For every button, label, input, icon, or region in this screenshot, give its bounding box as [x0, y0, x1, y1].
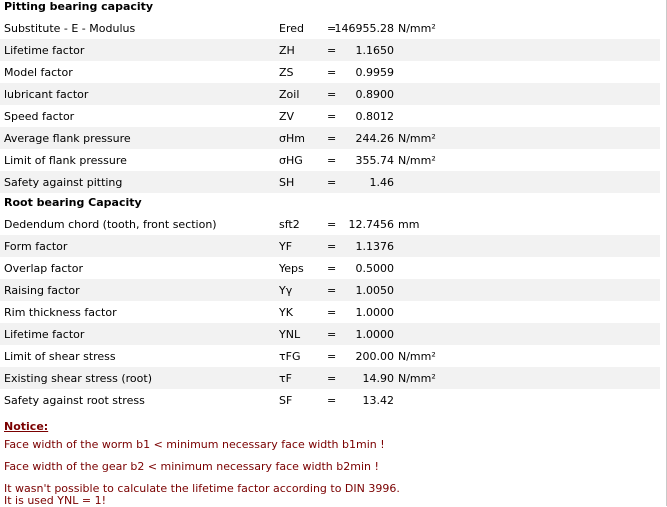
- table-row: [0, 83, 660, 105]
- row-unit: N/mm²: [398, 132, 436, 145]
- row-equals: =: [327, 306, 337, 319]
- row-label: Average flank pressure: [4, 132, 131, 145]
- notice-message: Face width of the gear b2 < minimum necessary face width b2min !: [4, 460, 379, 473]
- row-symbol: ZS: [279, 66, 294, 79]
- row-value: 14.90: [362, 372, 394, 385]
- row-equals: =: [327, 110, 337, 123]
- table-row: [0, 171, 660, 193]
- row-equals: =: [327, 218, 337, 231]
- row-value: 244.26: [355, 132, 394, 145]
- table-row: [0, 367, 660, 389]
- row-equals: =: [327, 372, 337, 385]
- table-row: [0, 149, 660, 171]
- notice-message: Face width of the worm b1 < minimum necessary face width b1min !: [4, 438, 385, 451]
- section-title-pitting: Pitting bearing capacity: [4, 0, 154, 13]
- table-row: [0, 17, 660, 39]
- row-symbol: Ered: [279, 22, 304, 35]
- row-value: 1.0050: [355, 284, 394, 297]
- row-value: 1.46: [369, 176, 394, 189]
- table-row: [0, 301, 660, 323]
- row-value: 355.74: [355, 154, 394, 167]
- row-symbol: σHm: [279, 132, 305, 145]
- table-row: [0, 61, 660, 83]
- table-row: [0, 235, 660, 257]
- table-row: [0, 257, 660, 279]
- row-unit: N/mm²: [398, 154, 436, 167]
- row-label: Existing shear stress (root): [4, 372, 152, 385]
- row-symbol: YF: [279, 240, 293, 253]
- row-label: Model factor: [4, 66, 73, 79]
- row-symbol: YK: [279, 306, 293, 319]
- row-symbol: σHG: [279, 154, 303, 167]
- row-equals: =: [327, 66, 337, 79]
- row-symbol: ZH: [279, 44, 295, 57]
- row-symbol: YNL: [279, 328, 301, 341]
- row-symbol: Zoil: [279, 88, 300, 101]
- table-row: [0, 323, 660, 345]
- row-label: Speed factor: [4, 110, 75, 123]
- row-label: Dedendum chord (tooth, front section): [4, 218, 217, 231]
- row-equals: =: [327, 44, 337, 57]
- row-symbol: τF: [279, 372, 292, 385]
- row-value: 12.7456: [348, 218, 394, 231]
- row-label: Limit of shear stress: [4, 350, 116, 363]
- row-label: Safety against pitting: [4, 176, 123, 189]
- row-label: Lifetime factor: [4, 328, 85, 341]
- row-value: 1.0000: [355, 328, 394, 341]
- row-label: lubricant factor: [4, 88, 89, 101]
- row-label: Overlap factor: [4, 262, 83, 275]
- row-equals: =: [327, 240, 337, 253]
- row-value: 0.9959: [355, 66, 394, 79]
- row-value: 13.42: [362, 394, 394, 407]
- row-unit: mm: [398, 218, 420, 231]
- row-symbol: Yeps: [279, 262, 304, 275]
- row-equals: =: [327, 350, 337, 363]
- row-label: Form factor: [4, 240, 68, 253]
- row-value: 1.1376: [355, 240, 394, 253]
- row-label: Raising factor: [4, 284, 80, 297]
- row-symbol: Yγ: [279, 284, 293, 297]
- row-value: 1.1650: [355, 44, 394, 57]
- row-label: Safety against root stress: [4, 394, 145, 407]
- table-row: [0, 345, 660, 367]
- row-equals: =: [327, 394, 337, 407]
- row-symbol: SH: [279, 176, 295, 189]
- row-label: Substitute - E - Modulus: [4, 22, 136, 35]
- row-equals: =: [327, 262, 337, 275]
- table-row: [0, 105, 660, 127]
- row-label: Limit of flank pressure: [4, 154, 127, 167]
- row-value: 200.00: [355, 350, 394, 363]
- table-row: [0, 127, 660, 149]
- row-value: 0.5000: [355, 262, 394, 275]
- row-equals: =: [327, 22, 337, 35]
- row-equals: =: [327, 154, 337, 167]
- row-symbol: τFG: [279, 350, 301, 363]
- table-row: [0, 39, 660, 61]
- row-value: 0.8012: [355, 110, 394, 123]
- row-value: 146955.28: [334, 22, 394, 35]
- row-value: 0.8900: [355, 88, 394, 101]
- row-unit: N/mm²: [398, 350, 436, 363]
- row-label: Rim thickness factor: [4, 306, 117, 319]
- table-row: [0, 279, 660, 301]
- notice-message: It wasn't possible to calculate the lifetime factor according to DIN 3996. It is used YNL = 1!: [4, 482, 400, 507]
- row-equals: =: [327, 284, 337, 297]
- row-unit: N/mm²: [398, 372, 436, 385]
- row-equals: =: [327, 176, 337, 189]
- table-row: [0, 389, 660, 411]
- row-equals: =: [327, 88, 337, 101]
- row-equals: =: [327, 132, 337, 145]
- notice-title: Notice:: [4, 420, 49, 433]
- row-symbol: ZV: [279, 110, 295, 123]
- section-title-root: Root bearing Capacity: [4, 196, 142, 209]
- row-label: Lifetime factor: [4, 44, 85, 57]
- row-equals: =: [327, 328, 337, 341]
- row-symbol: sft2: [279, 218, 300, 231]
- row-symbol: SF: [279, 394, 293, 407]
- row-unit: N/mm²: [398, 22, 436, 35]
- table-row: [0, 213, 660, 235]
- row-value: 1.0000: [355, 306, 394, 319]
